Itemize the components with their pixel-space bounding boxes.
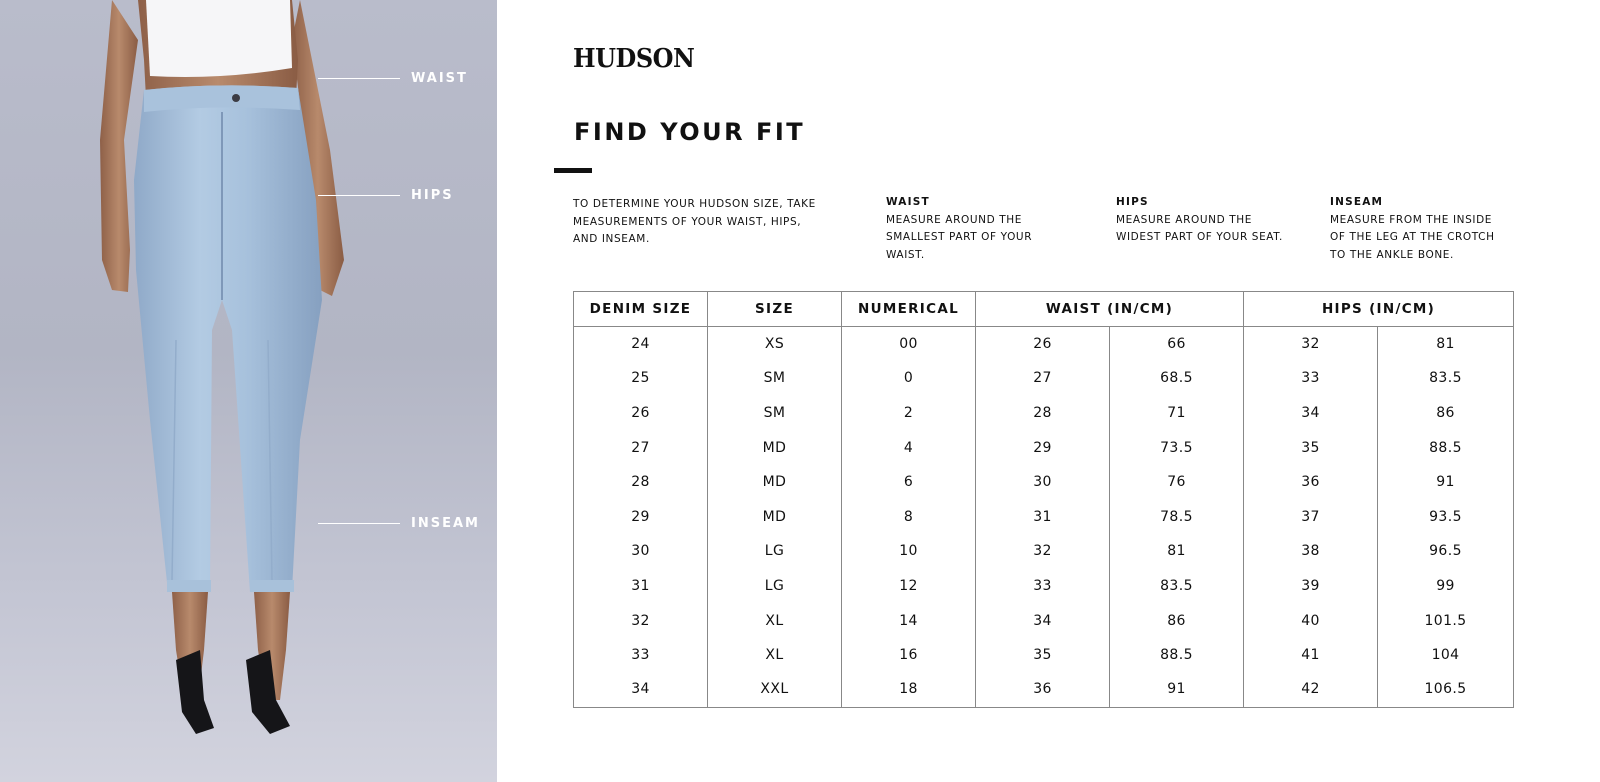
size-cell: SM — [708, 361, 842, 396]
table-row — [574, 361, 1514, 396]
denim-size-cell: 26 — [574, 396, 708, 431]
denim-size-cell: 32 — [574, 603, 708, 638]
header-size: SIZE — [708, 292, 842, 327]
waist-definition — [886, 194, 1051, 264]
table-body — [574, 327, 1514, 708]
waist-in-cell: 34 — [976, 603, 1110, 638]
numerical-cell: 18 — [842, 672, 976, 707]
waist-cm-cell: 88.5 — [1110, 638, 1244, 673]
numerical-cell: 6 — [842, 465, 976, 500]
model-figure-illustration — [0, 0, 497, 782]
numerical-cell: 0 — [842, 361, 976, 396]
size-cell: MD — [708, 430, 842, 465]
hips-in-cell: 37 — [1244, 499, 1378, 534]
hips-in-cell: 35 — [1244, 430, 1378, 465]
denim-size-cell: 34 — [574, 672, 708, 707]
inseam-marker-line — [318, 523, 400, 524]
header-hips: HIPS (IN/CM) — [1244, 292, 1514, 327]
waist-definition-text: MEASURE AROUND THE SMALLEST PART OF YOUR WAIST. — [886, 213, 1033, 261]
table-row — [574, 396, 1514, 431]
header-waist: WAIST (IN/CM) — [976, 292, 1244, 327]
table-header-row — [574, 292, 1514, 327]
numerical-cell: 16 — [842, 638, 976, 673]
hips-in-cell: 36 — [1244, 465, 1378, 500]
table-row — [574, 430, 1514, 465]
table-row — [574, 465, 1514, 500]
denim-size-cell: 31 — [574, 569, 708, 604]
hips-in-cell: 41 — [1244, 638, 1378, 673]
denim-size-cell: 30 — [574, 534, 708, 569]
numerical-cell: 4 — [842, 430, 976, 465]
brand-logo: HUDSON — [573, 44, 695, 74]
size-cell: XS — [708, 327, 842, 362]
waist-cm-cell: 66 — [1110, 327, 1244, 362]
waist-in-cell: 32 — [976, 534, 1110, 569]
header-denim-size: DENIM SIZE — [574, 292, 708, 327]
numerical-cell: 2 — [842, 396, 976, 431]
waist-in-cell: 27 — [976, 361, 1110, 396]
inseam-marker-label: INSEAM — [411, 516, 480, 531]
numerical-cell: 12 — [842, 569, 976, 604]
table-row — [574, 569, 1514, 604]
denim-size-cell: 28 — [574, 465, 708, 500]
size-cell: LG — [708, 534, 842, 569]
table-row — [574, 534, 1514, 569]
header-numerical: NUMERICAL — [842, 292, 976, 327]
table-row — [574, 327, 1514, 362]
inseam-definition-text: MEASURE FROM THE INSIDE OF THE LEG AT THE CROTCH TO THE ANKLE BONE. — [1330, 213, 1495, 261]
hips-cm-cell: 101.5 — [1378, 603, 1514, 638]
waist-definition-title: WAIST — [886, 196, 930, 208]
hips-marker-label: HIPS — [411, 188, 454, 203]
waist-marker-line — [318, 78, 400, 79]
numerical-cell: 10 — [842, 534, 976, 569]
table-row — [574, 672, 1514, 707]
denim-size-cell: 33 — [574, 638, 708, 673]
denim-size-cell: 29 — [574, 499, 708, 534]
hips-cm-cell: 81 — [1378, 327, 1514, 362]
hips-cm-cell: 91 — [1378, 465, 1514, 500]
waist-in-cell: 33 — [976, 569, 1110, 604]
numerical-cell: 14 — [842, 603, 976, 638]
hips-cm-cell: 99 — [1378, 569, 1514, 604]
waist-cm-cell: 73.5 — [1110, 430, 1244, 465]
numerical-cell: 00 — [842, 327, 976, 362]
waist-in-cell: 28 — [976, 396, 1110, 431]
inseam-definition — [1330, 194, 1505, 264]
waist-marker-label: WAIST — [411, 71, 468, 86]
waist-in-cell: 36 — [976, 672, 1110, 707]
size-cell: MD — [708, 499, 842, 534]
size-cell: SM — [708, 396, 842, 431]
heading-rule — [554, 168, 592, 173]
table-row — [574, 603, 1514, 638]
table-row — [574, 638, 1514, 673]
hips-definition-text: MEASURE AROUND THE WIDEST PART OF YOUR SEAT. — [1116, 213, 1283, 243]
hips-cm-cell: 88.5 — [1378, 430, 1514, 465]
waist-cm-cell: 86 — [1110, 603, 1244, 638]
inseam-definition-title: INSEAM — [1330, 196, 1384, 208]
hips-in-cell: 38 — [1244, 534, 1378, 569]
hips-cm-cell: 93.5 — [1378, 499, 1514, 534]
size-cell: LG — [708, 569, 842, 604]
size-cell: XL — [708, 603, 842, 638]
page-title: FIND YOUR FIT — [574, 118, 806, 146]
waist-cm-cell: 71 — [1110, 396, 1244, 431]
size-cell: XL — [708, 638, 842, 673]
hips-cm-cell: 106.5 — [1378, 672, 1514, 707]
denim-size-cell: 25 — [574, 361, 708, 396]
hips-in-cell: 33 — [1244, 361, 1378, 396]
hips-cm-cell: 83.5 — [1378, 361, 1514, 396]
hips-in-cell: 32 — [1244, 327, 1378, 362]
waist-in-cell: 35 — [976, 638, 1110, 673]
waist-in-cell: 30 — [976, 465, 1110, 500]
waist-in-cell: 29 — [976, 430, 1110, 465]
waist-cm-cell: 78.5 — [1110, 499, 1244, 534]
model-photo — [0, 0, 497, 782]
hips-in-cell: 40 — [1244, 603, 1378, 638]
intro-text: TO DETERMINE YOUR HUDSON SIZE, TAKE MEASUREMENTS OF YOUR WAIST, HIPS, AND INSEAM. — [573, 198, 816, 245]
numerical-cell: 8 — [842, 499, 976, 534]
size-cell: MD — [708, 465, 842, 500]
hips-in-cell: 42 — [1244, 672, 1378, 707]
hips-cm-cell: 96.5 — [1378, 534, 1514, 569]
hips-definition-title: HIPS — [1116, 196, 1149, 208]
size-cell: XXL — [708, 672, 842, 707]
waist-in-cell: 31 — [976, 499, 1110, 534]
denim-size-cell: 27 — [574, 430, 708, 465]
waist-cm-cell: 76 — [1110, 465, 1244, 500]
waist-cm-cell: 68.5 — [1110, 361, 1244, 396]
hips-cm-cell: 104 — [1378, 638, 1514, 673]
hips-marker-line — [318, 195, 400, 196]
size-chart-table — [573, 291, 1514, 708]
waist-cm-cell: 83.5 — [1110, 569, 1244, 604]
hips-in-cell: 34 — [1244, 396, 1378, 431]
table-row — [574, 499, 1514, 534]
waist-in-cell: 26 — [976, 327, 1110, 362]
waist-cm-cell: 91 — [1110, 672, 1244, 707]
denim-size-cell: 24 — [574, 327, 708, 362]
hips-cm-cell: 86 — [1378, 396, 1514, 431]
hips-definition — [1116, 194, 1291, 247]
waist-cm-cell: 81 — [1110, 534, 1244, 569]
hips-in-cell: 39 — [1244, 569, 1378, 604]
